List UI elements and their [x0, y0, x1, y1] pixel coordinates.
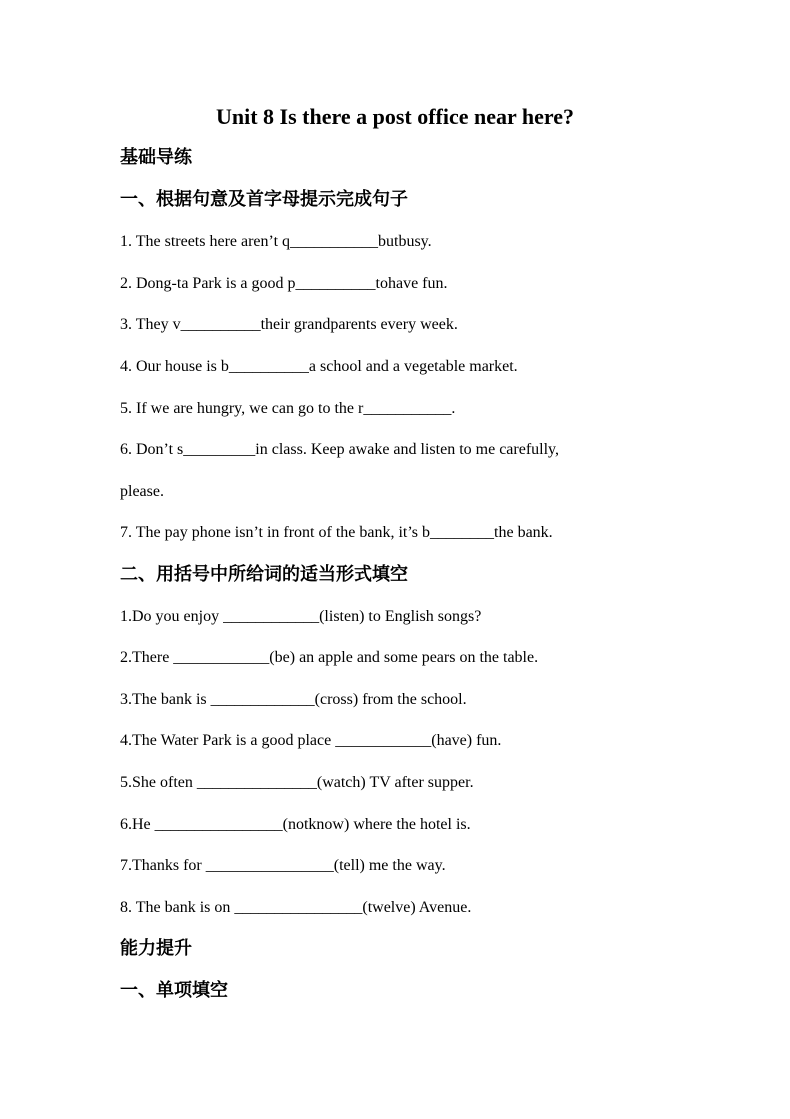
part-heading-word-form: 二、用括号中所给词的适当形式填空	[120, 564, 408, 585]
exercise-line-continuation: please.	[120, 483, 164, 500]
exercise-line: 7.Thanks for ________________(tell) me the way.	[120, 857, 446, 874]
exercise-line: 4.The Water Park is a good place ____________(have) fun.	[120, 732, 502, 749]
exercise-line: 6. Don’t s_________in class. Keep awake and listen to me carefully,	[120, 441, 559, 458]
exercise-line: 4. Our house is b__________a school and a vegetable market.	[120, 358, 518, 375]
exercise-line: 2.There ____________(be) an apple and some pears on the table.	[120, 649, 539, 666]
exercise-line: 1. The streets here aren’t q___________butbusy.	[120, 233, 432, 250]
exercise-line: 2. Dong-ta Park is a good p__________tohave fun.	[120, 275, 448, 292]
exercise-line: 6.He ________________(notknow) where the hotel is.	[120, 816, 471, 833]
exercise-line: 3.The bank is _____________(cross) from the school.	[120, 691, 467, 708]
part-heading-first-letter: 一、根据句意及首字母提示完成句子	[120, 189, 408, 210]
exercise-line: 3. They v__________their grandparents every week.	[120, 316, 458, 333]
exercise-line: 8. The bank is on ________________(twelve) Avenue.	[120, 899, 472, 916]
exercise-line: 5.She often _______________(watch) TV after supper.	[120, 774, 474, 791]
page-title: Unit 8 Is there a post office near here?	[215, 104, 575, 129]
part-heading-multiple-choice: 一、单项填空	[120, 980, 228, 1001]
section-heading-advanced: 能力提升	[120, 938, 192, 959]
exercise-line: 1.Do you enjoy ____________(listen) to English songs?	[120, 608, 482, 625]
exercise-line: 7. The pay phone isn’t in front of the bank, it’s b________the bank.	[120, 524, 553, 541]
section-heading-basic: 基础导练	[120, 147, 192, 168]
exercise-line: 5. If we are hungry, we can go to the r___________.	[120, 400, 456, 417]
